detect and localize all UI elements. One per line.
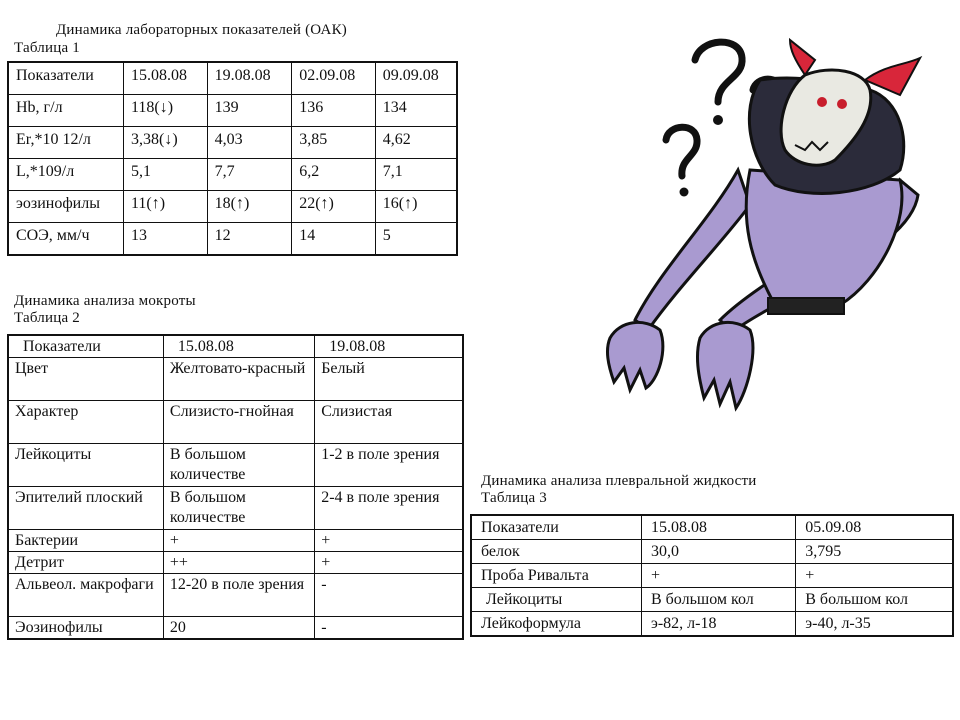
table-cell: Лейкоциты	[471, 588, 641, 612]
table-cell: эозинофилы	[8, 191, 124, 223]
table-cell: Характер	[8, 401, 163, 444]
eye-icon	[817, 97, 827, 107]
table-cell: 7,7	[207, 159, 292, 191]
table1-label-wrap	[14, 40, 80, 57]
table-cell: Слизисто-гнойная	[163, 401, 314, 444]
table-cell: Детрит	[8, 552, 163, 574]
table-cell: 4,03	[207, 127, 292, 159]
table-cell: 18(↑)	[207, 191, 292, 223]
table-cell: 11(↑)	[124, 191, 208, 223]
table-cell: 16(↑)	[375, 191, 457, 223]
table-header-cell: Показатели	[8, 335, 163, 358]
table-cell: э-40, л-35	[796, 612, 953, 637]
table3	[470, 514, 954, 637]
table-row	[471, 612, 953, 637]
table-cell: 4,62	[375, 127, 457, 159]
table2-label: Таблица 2	[14, 310, 80, 326]
table-cell: 30,0	[641, 540, 795, 564]
table-cell: 3,795	[796, 540, 953, 564]
table-header-cell: 15.08.08	[163, 335, 314, 358]
table3-label: Таблица 3	[481, 490, 547, 506]
table-row	[8, 159, 457, 191]
table-cell: 136	[292, 95, 376, 127]
table-row	[8, 191, 457, 223]
table-cell: ++	[163, 552, 314, 574]
table-header-cell: 15.08.08	[124, 62, 208, 95]
table-cell: 118(↓)	[124, 95, 208, 127]
table-cell: Слизистая	[315, 401, 463, 444]
table-cell: В большом кол	[796, 588, 953, 612]
table-row	[8, 617, 463, 640]
table-cell: +	[163, 530, 314, 552]
table1-header-row	[8, 62, 457, 95]
confused-monster-icon	[600, 20, 950, 420]
table-cell: +	[641, 564, 795, 588]
table1-title: Динамика лабораторных показателей (ОАК)	[56, 22, 347, 38]
table-cell: 5	[375, 223, 457, 256]
table-cell: L,*109/л	[8, 159, 124, 191]
table-row	[8, 552, 463, 574]
table-cell: В большом количестве	[163, 444, 314, 487]
table-cell: 134	[375, 95, 457, 127]
table3-header-row	[471, 515, 953, 540]
table-row	[471, 564, 953, 588]
table1	[7, 61, 458, 256]
table-cell: +	[315, 552, 463, 574]
table-row	[8, 487, 463, 530]
table-row	[8, 530, 463, 552]
table-cell: +	[315, 530, 463, 552]
table-cell: Лейкоформула	[471, 612, 641, 637]
table-cell: +	[796, 564, 953, 588]
table-row	[471, 540, 953, 564]
table-cell: 7,1	[375, 159, 457, 191]
table-cell: 1-2 в поле зрения	[315, 444, 463, 487]
table-cell: 5,1	[124, 159, 208, 191]
table-cell: Проба Ривальта	[471, 564, 641, 588]
table-cell: Эозинофилы	[8, 617, 163, 640]
table-cell: Желтовато-красный	[163, 358, 314, 401]
table-row	[471, 588, 953, 612]
table2-title: Динамика анализа мокроты	[14, 293, 196, 309]
table-cell: 12	[207, 223, 292, 256]
table-cell: Бактерии	[8, 530, 163, 552]
table-cell: 20	[163, 617, 314, 640]
table-row	[8, 95, 457, 127]
table-cell: -	[315, 617, 463, 640]
table-cell: 12-20 в поле зрения	[163, 574, 314, 617]
table-row	[8, 444, 463, 487]
table-row	[8, 401, 463, 444]
table-cell: В большом кол	[641, 588, 795, 612]
table2-header-row	[8, 335, 463, 358]
table-row	[8, 127, 457, 159]
table-cell: Er,*10 12/л	[8, 127, 124, 159]
table2	[7, 334, 464, 640]
table-cell: 3,38(↓)	[124, 127, 208, 159]
table-row	[8, 574, 463, 617]
table-header-cell: 02.09.08	[292, 62, 376, 95]
table-header-cell: 19.08.08	[315, 335, 463, 358]
table-cell: белок	[471, 540, 641, 564]
table2-caption	[14, 293, 196, 327]
table1-caption	[56, 22, 347, 39]
table-cell: Цвет	[8, 358, 163, 401]
table3-title: Динамика анализа плевральной жидкости	[481, 473, 757, 489]
table-cell: Белый	[315, 358, 463, 401]
table-header-cell: 19.08.08	[207, 62, 292, 95]
table-cell: СОЭ, мм/ч	[8, 223, 124, 256]
table-cell: -	[315, 574, 463, 617]
table-header-cell: 05.09.08	[796, 515, 953, 540]
table-header-cell: 09.09.08	[375, 62, 457, 95]
table-cell: 3,85	[292, 127, 376, 159]
table-cell: Лейкоциты	[8, 444, 163, 487]
table-header-cell: Показатели	[471, 515, 641, 540]
table-cell: 14	[292, 223, 376, 256]
table-row	[8, 223, 457, 256]
table-header-cell: 15.08.08	[641, 515, 795, 540]
eye-icon	[837, 99, 847, 109]
table-cell: 22(↑)	[292, 191, 376, 223]
table-cell: В большом количестве	[163, 487, 314, 530]
table-cell: Эпителий плоский	[8, 487, 163, 530]
table-cell: 6,2	[292, 159, 376, 191]
table-cell: 13	[124, 223, 208, 256]
table-cell: 2-4 в поле зрения	[315, 487, 463, 530]
table-row	[8, 358, 463, 401]
table-cell: 139	[207, 95, 292, 127]
table-cell: Альвеол. макрофаги	[8, 574, 163, 617]
table-header-cell: Показатели	[8, 62, 124, 95]
table-cell: Hb, г/л	[8, 95, 124, 127]
table-cell: э-82, л-18	[641, 612, 795, 637]
table1-label: Таблица 1	[14, 40, 80, 56]
table3-caption	[481, 473, 757, 507]
